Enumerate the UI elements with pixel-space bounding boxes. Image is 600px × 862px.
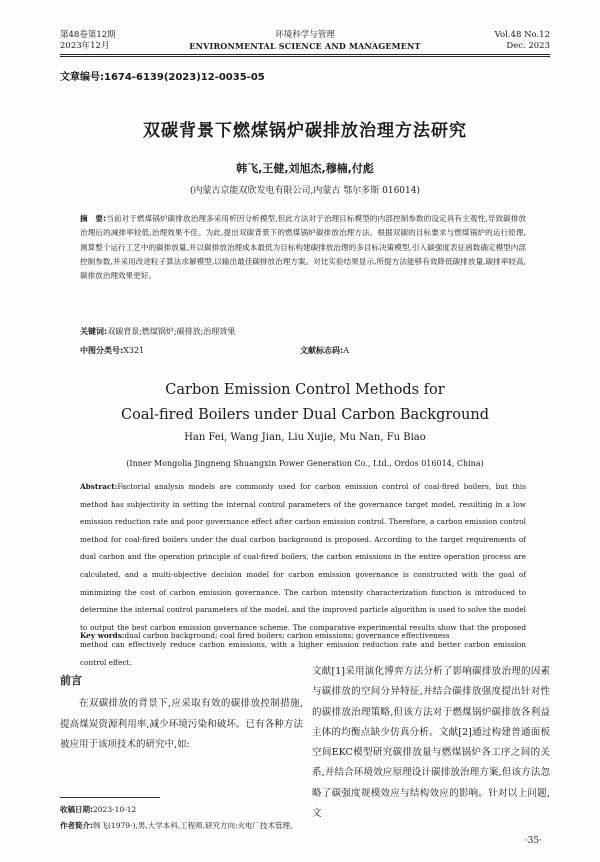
volume-issue-cn: 第48卷第12期 (60, 30, 116, 40)
header-center (60, 30, 550, 52)
keywords-en-text: dual carbon background; coal fired boilers; carbon emissions; governance effectiveness (124, 631, 450, 640)
title-en (60, 378, 550, 428)
authors-cn: 韩飞,王健,刘旭杰,穆楠,付彪 (236, 162, 374, 175)
abstract-en (80, 478, 526, 672)
keywords-cn-label: 关键词: (80, 327, 108, 336)
title-cn: 双碳背景下燃煤锅炉碳排放治理方法研究 (143, 121, 467, 141)
title-en-line1: Carbon Emission Control Methods for (165, 382, 445, 398)
abstract-en-text: Factorial analysis models are commonly used for carbon emission control of coal-fired boilers, but this method has subjectivity in setting the internal control parameters of the governance target model, resulting in a low emission reduction rate and poor governance effect after carbon emission control. Therefore, a carbon emission control method for coal-fired boilers under the dual carbon background is proposed. According to the target requirements of dual carbon and the operation principle of coal-fired boilers, the carbon emissions in the entire operation process are calculated, and a multi-objective decision model for carbon emission governance is constructed with the goal of minimizing the cost of carbon emission governance. The carbon intensity characterization function is introduced to determine the internal control parameters of the model, and the improved particle algorithm is used to solve the model to output the best carbon emission governance scheme. The comparative experimental results show that the proposed method can effectively reduce carbon emissions, with a higher emission reduction rate and better carbon emission control effect. (80, 482, 526, 667)
keywords-cn (80, 326, 235, 337)
body-left-column: 在双碳排放的背景下,应采取有效的碳排放控制措施,提高煤炭资源利用率,减少环境污染和破坏。已有各种方法被应用于该项技术的研究中,如: (60, 698, 303, 750)
document-code-value: A (343, 346, 349, 355)
authors-en: Han Fei, Wang Jian, Liu Xujie, Mu Nan, Fu Biao (184, 432, 426, 443)
body-right-column: 文献[1]采用演化博弈方法分析了影响碳排放治理的因素与碳排放的空间分异特征,并结合碳排放强度提出针对性的碳排放治理策略,但该方法对于燃煤锅炉碳排放各利益主体的均衡点缺少仿真分析。文献[2]通过构建普通面板空间EKC模型研究碳排放量与燃煤锅炉各工序之间的关系,并结合环境效应原理设计碳排放治理方案,但该方法忽略了碳强度规模效应与结构效应的影响。针对以上问题,文 (312, 666, 550, 820)
footnote-received (60, 804, 303, 816)
footnote-author-label: 作者简介: (60, 821, 93, 830)
abstract-en-label: Abstract: (80, 482, 118, 491)
date-en: Dec. 2023 (506, 41, 550, 51)
keywords-en (80, 631, 450, 640)
section-title: 前言 (60, 674, 82, 687)
article-number: 文章编号:1674-6139(2023)12-0035-05 (60, 72, 265, 83)
footnote-rule (60, 797, 160, 798)
classification-number (80, 345, 144, 356)
footnote-author-text: 韩飞(1979-),男,大学本科,工程师,研究方向:火电厂技术管理。 (93, 821, 298, 830)
header-rule (60, 54, 550, 55)
abstract-cn (80, 212, 526, 283)
classification-label: 中图分类号: (80, 346, 124, 355)
date-cn: 2023年12月 (60, 41, 110, 51)
page-number: ·35· (524, 836, 542, 846)
footnote-author (60, 820, 303, 832)
volume-issue-en: Vol.48 No.12 (494, 30, 550, 40)
document-code (300, 345, 349, 356)
journal-name-cn: 环境科学与管理 (275, 30, 335, 40)
keywords-cn-text: 双碳背景;燃煤锅炉;碳排放;治理效果 (107, 327, 236, 336)
affiliation-cn: (内蒙古京能双欣发电有限公司,内蒙古 鄂尔多斯 016014) (190, 186, 420, 196)
header-right (495, 30, 550, 52)
affiliation-en: (Inner Mongolia Jingneng Shuangxin Power Generation Co., Ltd., Ordos 016014, China) (126, 459, 484, 468)
document-code-label: 文献标志码: (300, 346, 344, 355)
keywords-en-label: Key words: (80, 631, 125, 640)
footnote-received-text: 2023-10-12 (93, 805, 137, 814)
abstract-cn-text: 当前对于燃煤锅炉碳排放治理多采用析因分析模型,但此方法对于治理目标模型的内部控制参数的设定具有主观性,导致碳排放治理后的减排率较低,治理效果不佳。为此,提出双碳背景下的燃煤锅炉碳排放治理方法。根据双碳的目标要求与燃煤锅炉的运行原理,测算整个运行工艺中的碳排放量,并以碳排放治理成本最低为目标构建碳排放治理的多目标决策模型,引入碳强度表征函数确定模型内部控制参数,并采用改进粒子算法求解模型,以输出最佳碳排放治理方案。对比实验结果显示,所提方法能够有效降低碳排放量,碳排率较高,碳排放治理效果更好。 (80, 214, 526, 281)
title-en-line2: Coal-fired Boilers under Dual Carbon Background (121, 407, 489, 423)
abstract-cn-label: 摘 要: (80, 214, 107, 223)
classification-value: X321 (123, 346, 145, 355)
footnote-received-label: 收稿日期: (60, 805, 93, 814)
header-rule-thin (60, 56, 550, 57)
journal-name-en: ENVIRONMENTAL SCIENCE AND MANAGEMENT (189, 41, 421, 51)
